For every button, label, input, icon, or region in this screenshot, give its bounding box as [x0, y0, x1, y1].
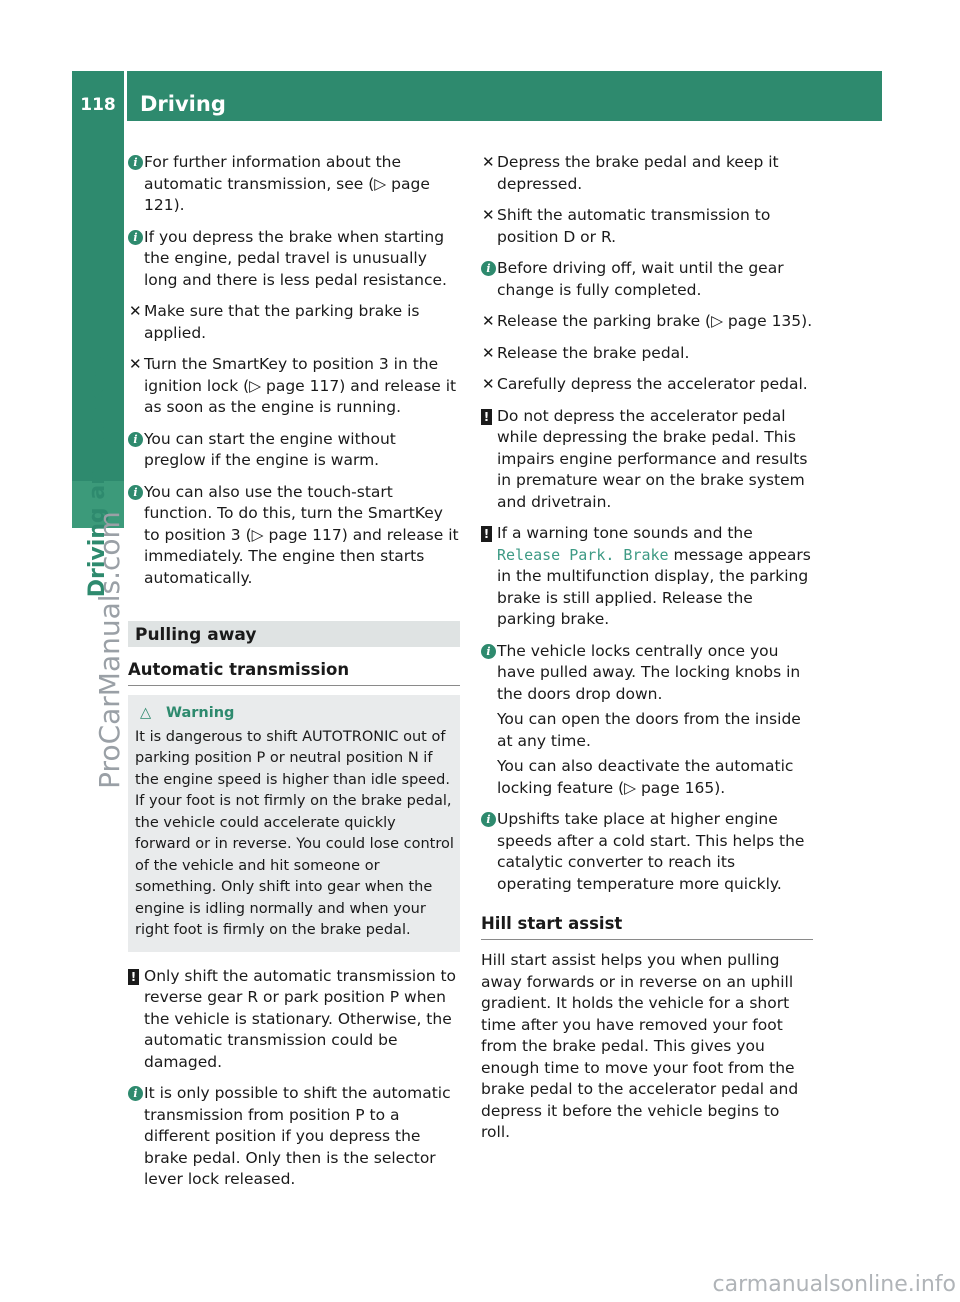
section-title: Pulling away: [128, 621, 460, 647]
note-text: You can start the engine without preglow if the engine is warm.: [144, 429, 396, 469]
subheading: Automatic transmission: [128, 657, 460, 686]
info-icon: i: [128, 1086, 143, 1101]
info-icon: i: [128, 432, 143, 447]
note-paragraph: The vehicle locks centrally once you have pulled away. The locking knobs in the doors drop down.: [497, 641, 801, 703]
warning-title: [135, 703, 454, 725]
caution-note: [128, 966, 460, 1074]
info-note: [128, 482, 460, 590]
note-paragraph: You can also deactivate the automatic locking feature (▷ page 165).: [497, 757, 794, 797]
instruction-step: [481, 311, 813, 333]
right-column: [481, 152, 813, 1144]
caution-note: [481, 406, 813, 514]
caution-text-before: If a warning tone sounds and the: [497, 524, 753, 542]
note-text: Before driving off, wait until the gear change is fully completed.: [497, 259, 784, 299]
step-arrow-icon: ✕: [482, 206, 495, 224]
note-text: Upshifts take place at higher engine speeds after a cold start. This helps the catalytic converter to reach its operating temperature more quickly.: [497, 810, 805, 893]
caution-text: [497, 523, 813, 631]
note-text: If you depress the brake when starting the engine, pedal travel is unusually long and there is less pedal resistance.: [144, 227, 447, 289]
subheading: Hill start assist: [481, 911, 813, 940]
warning-box: [128, 695, 460, 952]
page-number: 118: [80, 95, 116, 115]
note-text: It is only possible to shift the automatic transmission from position P to a different position if you depress the brake pedal. Only then is the selector lever lock released.: [144, 1084, 451, 1188]
step-arrow-icon: ✕: [129, 302, 142, 320]
body-paragraph: Hill start assist helps you when pulling away forwards or in reverse on an uphill gradient. It holds the vehicle for a short time after you have removed your foot from the brake pedal. This gives you enough time to move your foot from the brake pedal to the accelerator pedal and depress it before the vehicle begins to roll.: [481, 951, 799, 1141]
info-note: [128, 227, 460, 292]
instruction-step: [481, 152, 813, 195]
step-arrow-icon: ✕: [482, 343, 495, 362]
info-note: [481, 641, 813, 800]
step-text: Make sure that the parking brake is applied.: [144, 302, 420, 342]
step-text: Carefully depress the accelerator pedal.: [497, 375, 808, 393]
info-icon: i: [128, 155, 143, 170]
left-column: [128, 152, 460, 1201]
info-note: [128, 1083, 460, 1191]
step-text: Shift the automatic transmission to position D or R.: [497, 206, 771, 246]
info-note: [481, 258, 813, 301]
instruction-step: [481, 205, 813, 248]
info-icon: i: [481, 644, 496, 659]
note-text: You can also use the touch-start function. To do this, turn the SmartKey to position 3 (▷ page 117) and release it immediately. The engine then starts automatically.: [144, 482, 459, 587]
step-text: Depress the brake pedal and keep it depressed.: [497, 153, 779, 193]
caution-text: Only shift the automatic transmission to reverse gear R or park position P when the vehicle is stationary. Otherwise, the automatic transmission could be damaged.: [144, 966, 457, 1071]
caution-note: [481, 523, 813, 631]
instruction-step: [128, 354, 460, 419]
warning-title-text: Warning: [166, 705, 235, 721]
exclamation-icon: !: [481, 409, 492, 425]
step-arrow-icon: ✕: [482, 375, 495, 393]
step-text: Release the parking brake (▷ page 135).: [497, 312, 813, 330]
instruction-step: [128, 301, 460, 344]
caution-text-after: message appears in the multifunction display, the parking brake is still applied. Release the parking brake.: [497, 545, 811, 628]
info-note: [128, 152, 460, 217]
instruction-step: [481, 343, 813, 365]
caution-text: Do not depress the accelerator pedal while depressing the brake pedal. This impairs engine performance and results in premature wear on the brake system and drivetrain.: [497, 406, 808, 511]
warning-triangle-icon: △: [140, 705, 152, 721]
header-divider: [124, 71, 127, 121]
exclamation-icon: !: [481, 526, 492, 542]
note-paragraph: You can open the doors from the inside at any time.: [497, 710, 801, 750]
note-text: For further information about the automatic transmission, see (▷ page 121).: [144, 153, 430, 214]
info-icon: i: [128, 485, 143, 500]
info-icon: i: [481, 261, 496, 276]
watermark-bottom: carmanualsonline.info: [712, 1272, 956, 1297]
step-text: Turn the SmartKey to position 3 in the ignition lock (▷ page 117) and release it as soon as the engine is running.: [144, 355, 457, 416]
watermark-vertical: ProCarManuals.com: [93, 511, 126, 789]
warning-text: It is dangerous to shift AUTOTRONIC out of parking position P or neutral position N if the engine speed is higher than idle speed. If your foot is not firmly on the brake pedal, the vehicle could accelerate quickly forward or in reverse. You could lose control of the vehicle and hit someone or something. Only shift into gear when the engine is idling normally and when your right foot is firmly on the brake pedal.: [135, 728, 454, 938]
exclamation-icon: !: [128, 969, 139, 985]
info-note: [481, 809, 813, 895]
info-icon: i: [128, 230, 143, 245]
info-note: [128, 429, 460, 472]
step-text: Release the brake pedal.: [497, 343, 690, 362]
display-message: Release Park. Brake: [497, 545, 669, 564]
step-arrow-icon: ✕: [482, 153, 495, 171]
step-arrow-icon: ✕: [482, 312, 495, 330]
chapter-title: Driving: [140, 92, 226, 116]
side-chapter-label: Driving and parking: [85, 350, 110, 598]
instruction-step: [481, 374, 813, 396]
step-arrow-icon: ✕: [129, 355, 142, 373]
info-icon: i: [481, 812, 496, 827]
